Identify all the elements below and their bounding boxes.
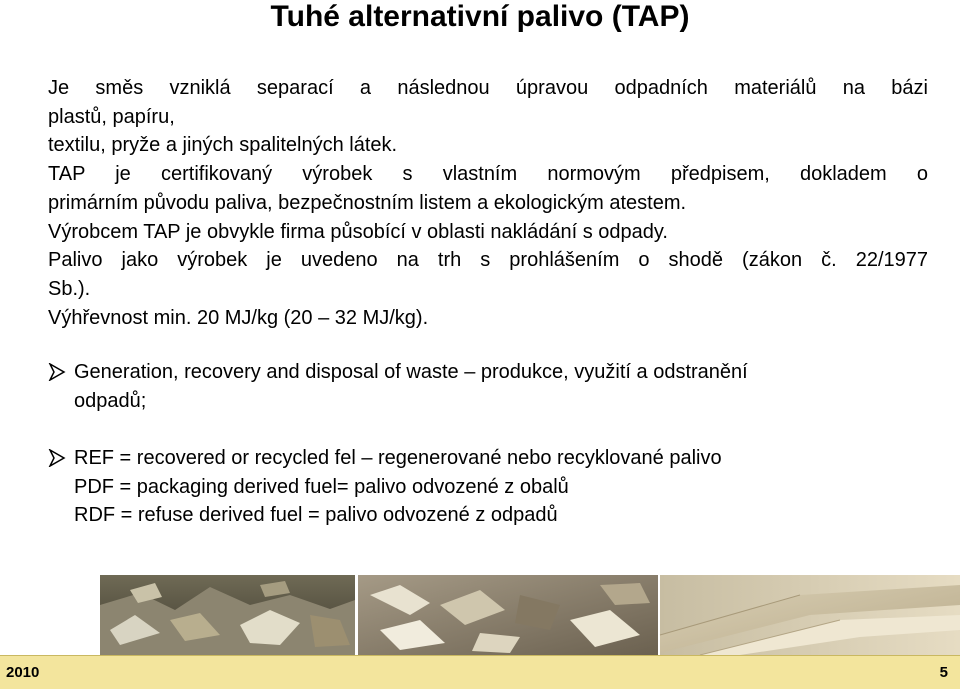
bullet-item-waste — [48, 358, 928, 415]
paragraph-line: plastů, papíru, — [48, 105, 175, 128]
bullet-line: RDF = refuse derived fuel = palivo odvozené z odpadů — [74, 504, 558, 527]
paragraph-line: Sb.). — [48, 277, 91, 300]
bullet-line: Generation, recovery and disposal of waste – produkce, využití a odstranění — [74, 361, 748, 383]
page-title: Tuhé alternativní palivo (TAP) — [270, 0, 690, 33]
paragraph-line: Je směs vzniklá separací a následnou úpravou odpadních materiálů na bázi — [48, 77, 928, 99]
paragraph-line: textilu, pryže a jiných spalitelných látek. — [48, 134, 398, 157]
bullet-line: PDF = packaging derived fuel= palivo odvozené z obalů — [74, 475, 569, 498]
bullet-line: odpadů; — [74, 389, 147, 412]
bullet-item-fuel-types — [48, 444, 928, 530]
footer-year: 2010 — [6, 664, 40, 681]
shredded-waste-photo — [358, 575, 658, 655]
paragraph-line: primárním původu paliva, bezpečnostním listem a ekologickým atestem. — [48, 191, 687, 214]
paragraph-line: Výrobcem TAP je obvykle firma působící v oblasti nakládání s odpady. — [48, 220, 668, 243]
paragraph-line: TAP je certifikovaný výrobek s vlastním normovým předpisem, dokladem o — [48, 163, 928, 186]
bullet-line: REF = recovered or recycled fel – regenerované nebo recyklované palivo — [74, 447, 722, 469]
paragraph-line: Výhřevnost min. 20 MJ/kg (20 – 32 MJ/kg). — [48, 306, 429, 329]
slide-footer — [0, 655, 960, 689]
page-number: 5 — [939, 664, 948, 681]
waste-pile-photo — [100, 575, 355, 655]
intro-paragraph — [48, 74, 928, 332]
arrow-bullet-icon — [48, 363, 66, 381]
waste-photo-strip — [100, 575, 960, 655]
fuel-boards-photo — [660, 575, 960, 655]
paragraph-line: Palivo jako výrobek je uvedeno na trh s prohlášením o shodě (zákon č. 22/1977 — [48, 249, 928, 272]
arrow-bullet-icon — [48, 449, 66, 467]
